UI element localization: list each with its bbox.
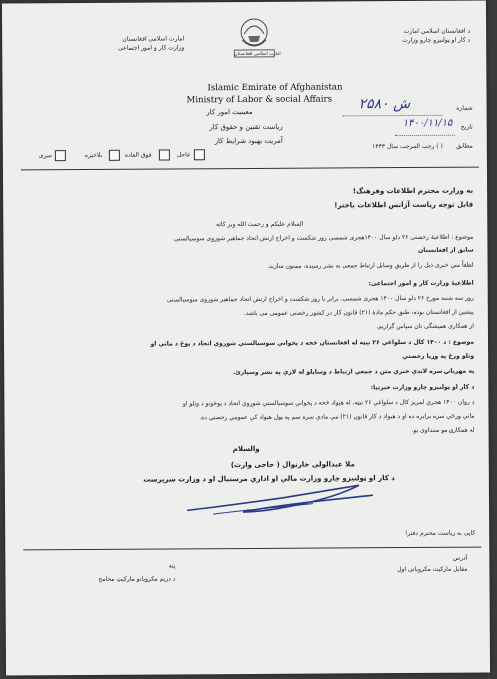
closing: والسلام bbox=[232, 444, 260, 454]
date-label: تاریخ bbox=[460, 123, 473, 131]
announcement-dari-line2: پیشین از افغانستان بوده، طبق حکم مادهٔ (۲۱) قانون کار در کشور رخصتی عمومی می باشد. bbox=[243, 308, 474, 318]
footer-divider bbox=[23, 547, 481, 551]
class-label-2: فوق العاده bbox=[124, 151, 152, 159]
footer-address-label: آدرس bbox=[452, 554, 468, 562]
subject-pashto-cont: وتلو ورځ په وړیا رخصتي bbox=[402, 352, 475, 361]
paragraph-1: لطفاً متن خبری ذیل را از طریق وسایل ارتباط جمعی به نشر رسیده، ممنون سازید. bbox=[267, 261, 474, 270]
letter-page bbox=[2, 1, 490, 676]
header-sub3: آمریت بهبود شرایط کار bbox=[214, 136, 283, 146]
date-value-handwritten: ۱۴۰۰/۱۱/۱۵ bbox=[402, 117, 453, 130]
greeting: السلام علیکم و رحمت الله وبر کاته bbox=[216, 220, 304, 229]
announcement-title-dari: اطلاعیهٔ وزارت کار و امور اجتماعی: bbox=[368, 279, 474, 288]
ref-label: مطابق bbox=[456, 142, 473, 150]
paragraph-3: په مهربانۍ سره لاندې خبري متن د جمعي ارتباط د وسایلو له لارې په نشر وسپارئ. bbox=[232, 367, 475, 377]
checkbox-sirri[interactable] bbox=[55, 150, 66, 161]
letterhead-right-line1: د افغانستان اسلامي امارت bbox=[403, 27, 471, 36]
class-label-3: عاجل bbox=[176, 151, 191, 159]
announcement-dari-line3: از همکاری همیشگی تان سپاس گزاریم. bbox=[376, 322, 474, 331]
header-english-line2: Ministry of Labor & social Affairs bbox=[186, 94, 333, 106]
announcement-pashto-line2: ماتې ورځې سره برابره ده او د هیواد د کار قانون (۲۱) مې مادې سره سم په ټول هیواد کې عمومي رخصتي ده. bbox=[199, 412, 475, 422]
number-dotted-line bbox=[343, 115, 443, 117]
header-sub2: ریاست تقنین و حقوق کار bbox=[209, 122, 283, 132]
checkbox-fawqulada[interactable] bbox=[159, 149, 170, 160]
letterhead-left-line1: امارت اسلامی افغانستان bbox=[122, 35, 185, 43]
footer-address-value: مقابل مارکیت مکرویانی اول bbox=[397, 565, 468, 574]
footer-pata-label: پته bbox=[168, 562, 176, 570]
class-label-0: سری bbox=[38, 152, 52, 160]
header-divider bbox=[21, 167, 479, 171]
cc-line: کاپی به ریاست محترم دفتر! bbox=[404, 529, 476, 538]
attention-line: قابل توجه ریاست آژانس اطلاعات باختر! bbox=[334, 200, 474, 210]
footer-pata-value: د دریم مکرویانو مارکیټ مخامخ bbox=[98, 575, 176, 583]
signer-title: د کار او ټولنیزو چارو وزارت مالي او اداري مرستیال او د وزارت سرپرست bbox=[143, 474, 395, 484]
header-sub1: معینیت امور کار bbox=[206, 107, 253, 117]
announcement-pashto-line1: د روان ۱۴۰۰ هجري لمریز کال د سلواغې ۲۶ نیټه، له هیواد څخه د پخواني سوسیالستي شوروي اتحاد د پوځونو د وتلو او bbox=[182, 398, 475, 408]
announcement-dari-line1: روز سه شنبه مورخ ۲۶ دلو سال ۱۴۰۰ هجری شمسی، برابر با روز شکست و اخراج ارتش اتحاد جماهیر شوروی سوسیالستی bbox=[166, 294, 474, 304]
subject-dari: موضوع : اطلاعیهٔ رخصتی ۲۶ دلو سال ۱۴۰۰هجری شمسی روز شکست و اخراج ارتش اتحاد جماهیر شوروی سوسیالستی bbox=[173, 233, 474, 243]
checkbox-balakhira[interactable] bbox=[109, 150, 120, 161]
ref-text: ( ) رجب المرجب سال ۱۴۴۳ bbox=[372, 142, 443, 151]
announcement-title-pashto: د کار او ټولنیزو چارو وزارت خبرتیا: bbox=[370, 383, 475, 392]
header-english-line1: Islamic Emirate of Afghanistan bbox=[207, 82, 343, 94]
date-dotted-line bbox=[395, 135, 455, 136]
announcement-pashto-line3: له همکارۍ مو مننداوی یو. bbox=[411, 426, 475, 434]
emblem-caption: امارت اسلامی افغانستان bbox=[234, 51, 281, 58]
number-value-handwritten: ۲۵۸۰ ش bbox=[358, 95, 411, 113]
letterhead-right-line2: د کار او ټولنیزو چارو وزارت bbox=[402, 36, 471, 45]
subject-dari-cont: سابق از افغانستان bbox=[418, 246, 474, 254]
checkbox-ajil[interactable] bbox=[194, 149, 205, 160]
addressee: به وزارت محترم اطلاعات وفرهنگ! bbox=[352, 186, 474, 196]
signer-name: ملا عبدالولی خارنوال ( حاجی وارث) bbox=[230, 460, 355, 470]
letterhead-left-line2: وزارت کار و امور اجتماعی bbox=[118, 44, 185, 52]
subject-pashto: موضوع : د ۱۴۰۰ کال د سلواغې ۲۶ نیټه له افغانستان څخه د پخواني سوسیالستي شوروي اتحاد د پوځ د ماتې او bbox=[150, 338, 475, 348]
signature-icon bbox=[183, 479, 383, 520]
class-label-1: بلاخیره bbox=[84, 151, 103, 159]
number-label: شماره bbox=[456, 104, 473, 112]
